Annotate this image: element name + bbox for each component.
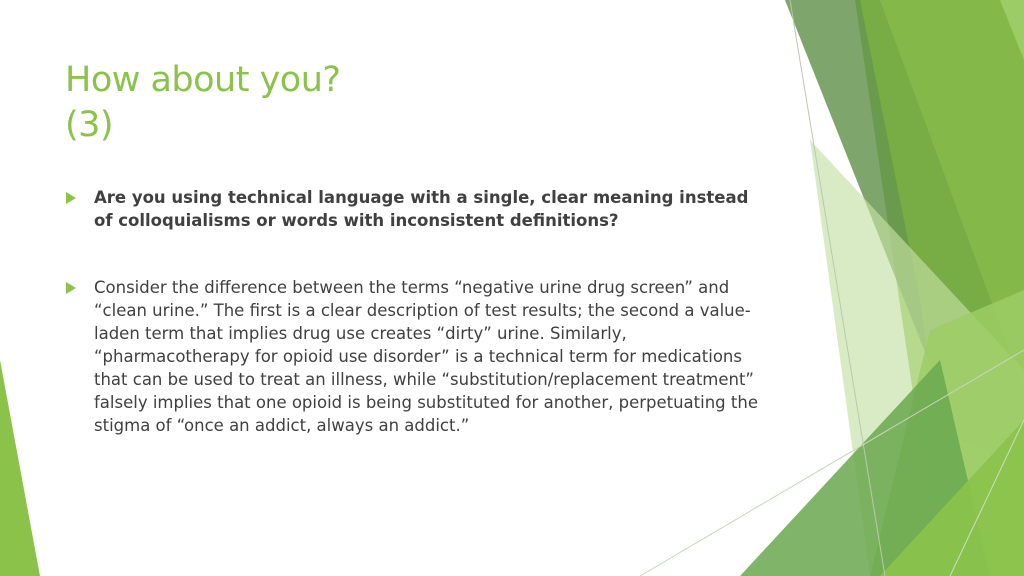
slide-title-line-2: (3)	[65, 105, 114, 145]
bullet-list	[66, 186, 766, 437]
shard-left-edge	[0, 360, 40, 576]
bullet-item	[66, 186, 766, 232]
bullet-text: Consider the difference between the terms “negative urine drug screen” and “clean urine.” The first is a clear description of test results; the second a value-laden term that implies drug use creates “dirty” urine. Similarly, “pharmacotherapy for opioid use disorder” is a technical term for medications that can be used to treat an illness, while “substitution/replacement treatment” falsely implies that one opioid is being substituted for another, perpetuating the stigma of “once an addict, always an addict.”	[94, 278, 758, 435]
triangle-right-bullet-icon	[66, 192, 76, 204]
bullet-text: Are you using technical language with a single, clear meaning instead of colloquialisms or words with inconsistent definitions?	[94, 188, 749, 230]
bullet-item	[66, 276, 766, 437]
slide-title-line-1: How about you?	[65, 60, 341, 100]
slide-title	[65, 58, 665, 148]
triangle-right-bullet-icon	[66, 282, 76, 294]
